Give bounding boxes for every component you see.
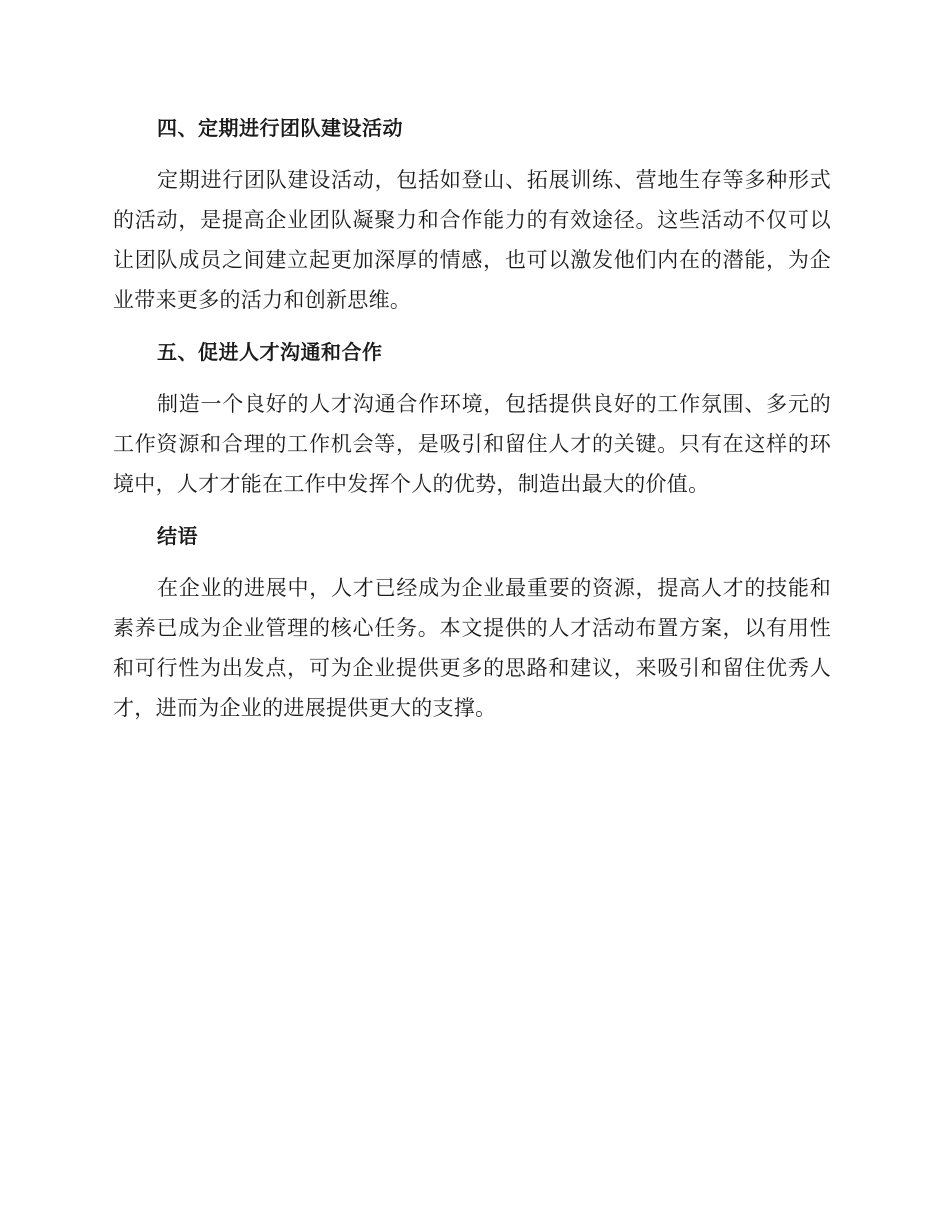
document-body	[113, 108, 831, 728]
section-heading-team-building: 四、定期进行团队建设活动	[157, 116, 403, 140]
section-paragraph-communication: 制造一个良好的人才沟通合作环境，包括提供良好的工作氛围、多元的工作资源和合理的工作机会等，是吸引和留住人才的关键。只有在这样的环境中，人才才能在工作中发挥个人的优势，制造出最大的价值。	[113, 392, 831, 496]
section-spacer	[113, 320, 831, 332]
section-heading-conclusion: 结语	[157, 524, 198, 548]
section-paragraph-conclusion: 在企业的进展中，人才已经成为企业最重要的资源，提高人才的技能和素养已成为企业管理的核心任务。本文提供的人才活动布置方案，以有用性和可行性为出发点，可为企业提供更多的思路和建议，来吸引和留住优秀人才，进而为企业的进展提供更大的支撑。	[113, 576, 831, 720]
section-spacer	[113, 504, 831, 516]
section-paragraph-team-building: 定期进行团队建设活动，包括如登山、拓展训练、营地生存等多种形式的活动，是提高企业团队凝聚力和合作能力的有效途径。这些活动不仅可以让团队成员之间建立起更加深厚的情感，也可以激发他们内在的潜能，为企业带来更多的活力和创新思维。	[113, 168, 831, 312]
section-heading-communication: 五、促进人才沟通和合作	[157, 340, 383, 364]
